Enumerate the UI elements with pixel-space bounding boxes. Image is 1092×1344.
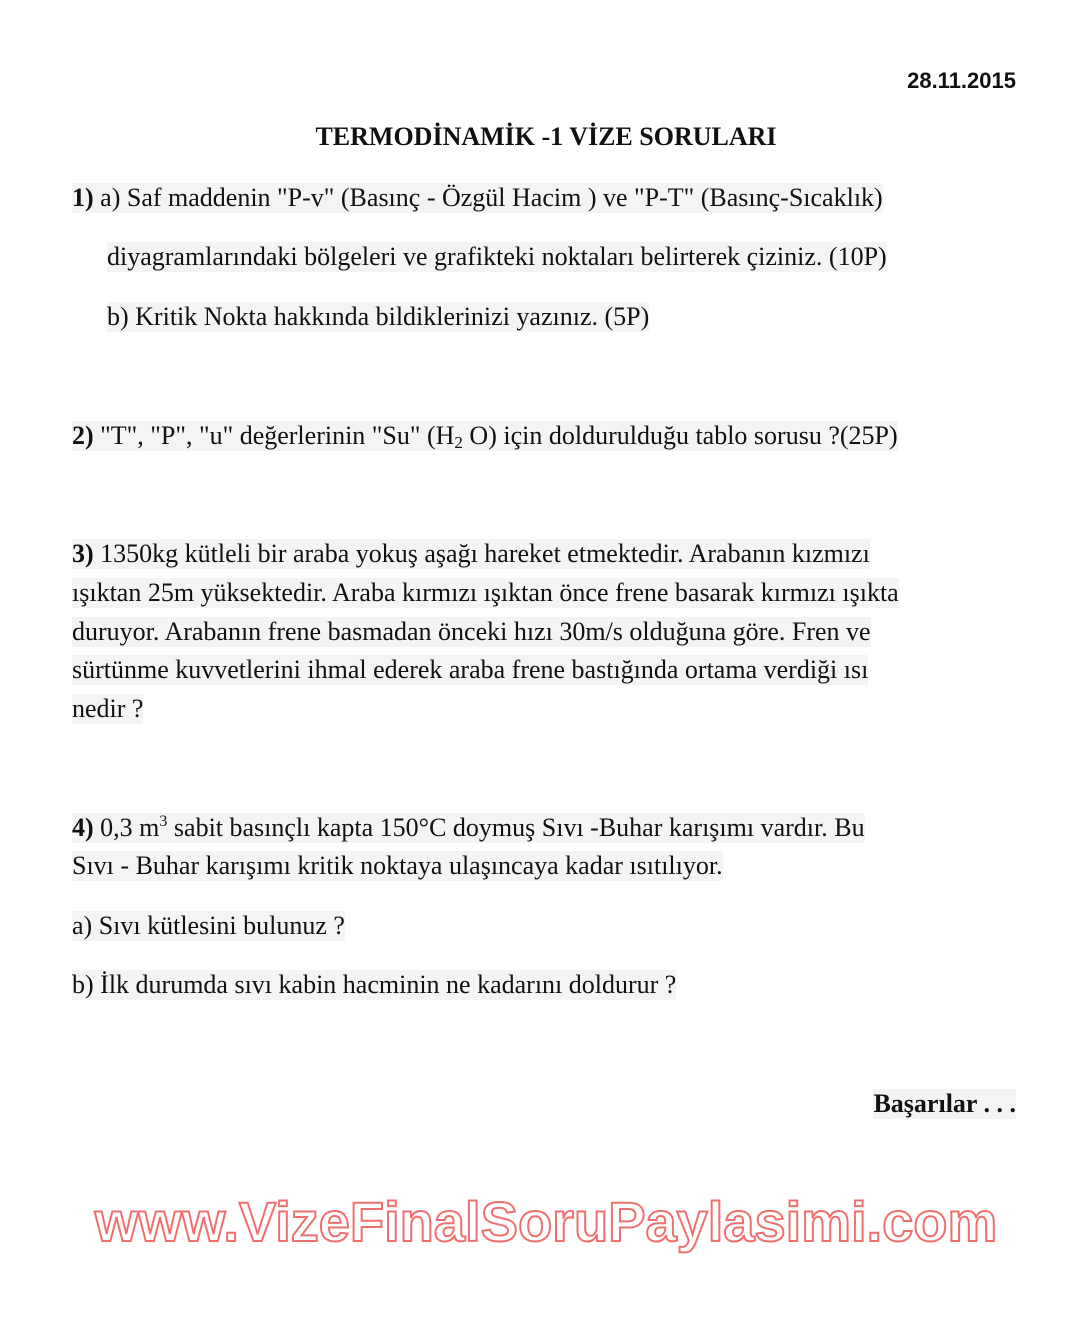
question-2-number: 2) — [72, 421, 94, 450]
page-title: TERMODİNAMİK -1 VİZE SORULARI — [315, 122, 777, 151]
question-4a-text: a) Sıvı kütlesini bulunuz ? — [72, 911, 345, 940]
question-3-line-1 — [72, 539, 870, 569]
question-4-text: 0,3 m — [93, 813, 160, 842]
question-3-line-5: nedir ? — [72, 694, 144, 723]
superscript-3: 3 — [159, 813, 168, 830]
subscript-2: 2 — [454, 433, 463, 452]
question-4-line-1 — [72, 813, 865, 843]
question-3-number: 3) — [72, 539, 94, 568]
question-4-text-cont: sabit basınçlı kapta 150°C doymuş Sıvı -Buhar karışımı vardır. Bu — [167, 813, 865, 842]
question-3-text: 1350kg kütleli bir araba yokuş aşağı hareket etmektedir. Arabanın kızmızı — [93, 539, 870, 568]
question-4-line-2: Sıvı - Buhar karışımı kritik noktaya ulaşıncaya kadar ısıtılıyor. — [72, 851, 723, 880]
question-1b-text: b) Kritik Nokta hakkında bildiklerinizi yazınız. (5P) — [107, 302, 650, 331]
question-3-line-3: duruyor. Arabanın frene basmadan önceki hızı 30m/s olduğuna göre. Fren ve — [72, 617, 871, 646]
closing-text: Başarılar . . . — [873, 1089, 1016, 1118]
question-4-number: 4) — [72, 813, 94, 842]
question-1a-text-cont: diyagramlarındaki bölgeleri ve grafikteki noktaları belirterek çiziniz. (10P) — [107, 242, 887, 271]
question-1-line-1 — [72, 183, 883, 213]
question-1a-text: a) Saf maddenin "P-v" (Basınç - Özgül Hacim ) ve "P-T" (Basınç-Sıcaklık) — [93, 183, 883, 212]
question-3-line-4: sürtünme kuvvetlerini ihmal ederek araba frene bastığında ortama verdiği ısı — [72, 655, 869, 684]
question-3-line-2: ışıktan 25m yüksektedir. Araba kırmızı ışıktan önce frene basarak kırmızı ışıkta — [72, 578, 899, 607]
exam-date: 28.11.2015 — [907, 68, 1016, 93]
question-2-text-end: O) için doldurulduğu tablo sorusu ?(25P) — [462, 421, 898, 450]
question-4b-text: b) İlk durumda sıvı kabin hacminin ne kadarını doldurur ? — [72, 970, 677, 999]
question-2 — [72, 421, 898, 451]
watermark: www.VizeFinalSoruPaylasimi.com — [94, 1190, 998, 1253]
question-2-text: "T", "P", "u" değerlerinin "Su" (H — [93, 421, 455, 450]
question-1-number: 1) — [72, 183, 94, 212]
